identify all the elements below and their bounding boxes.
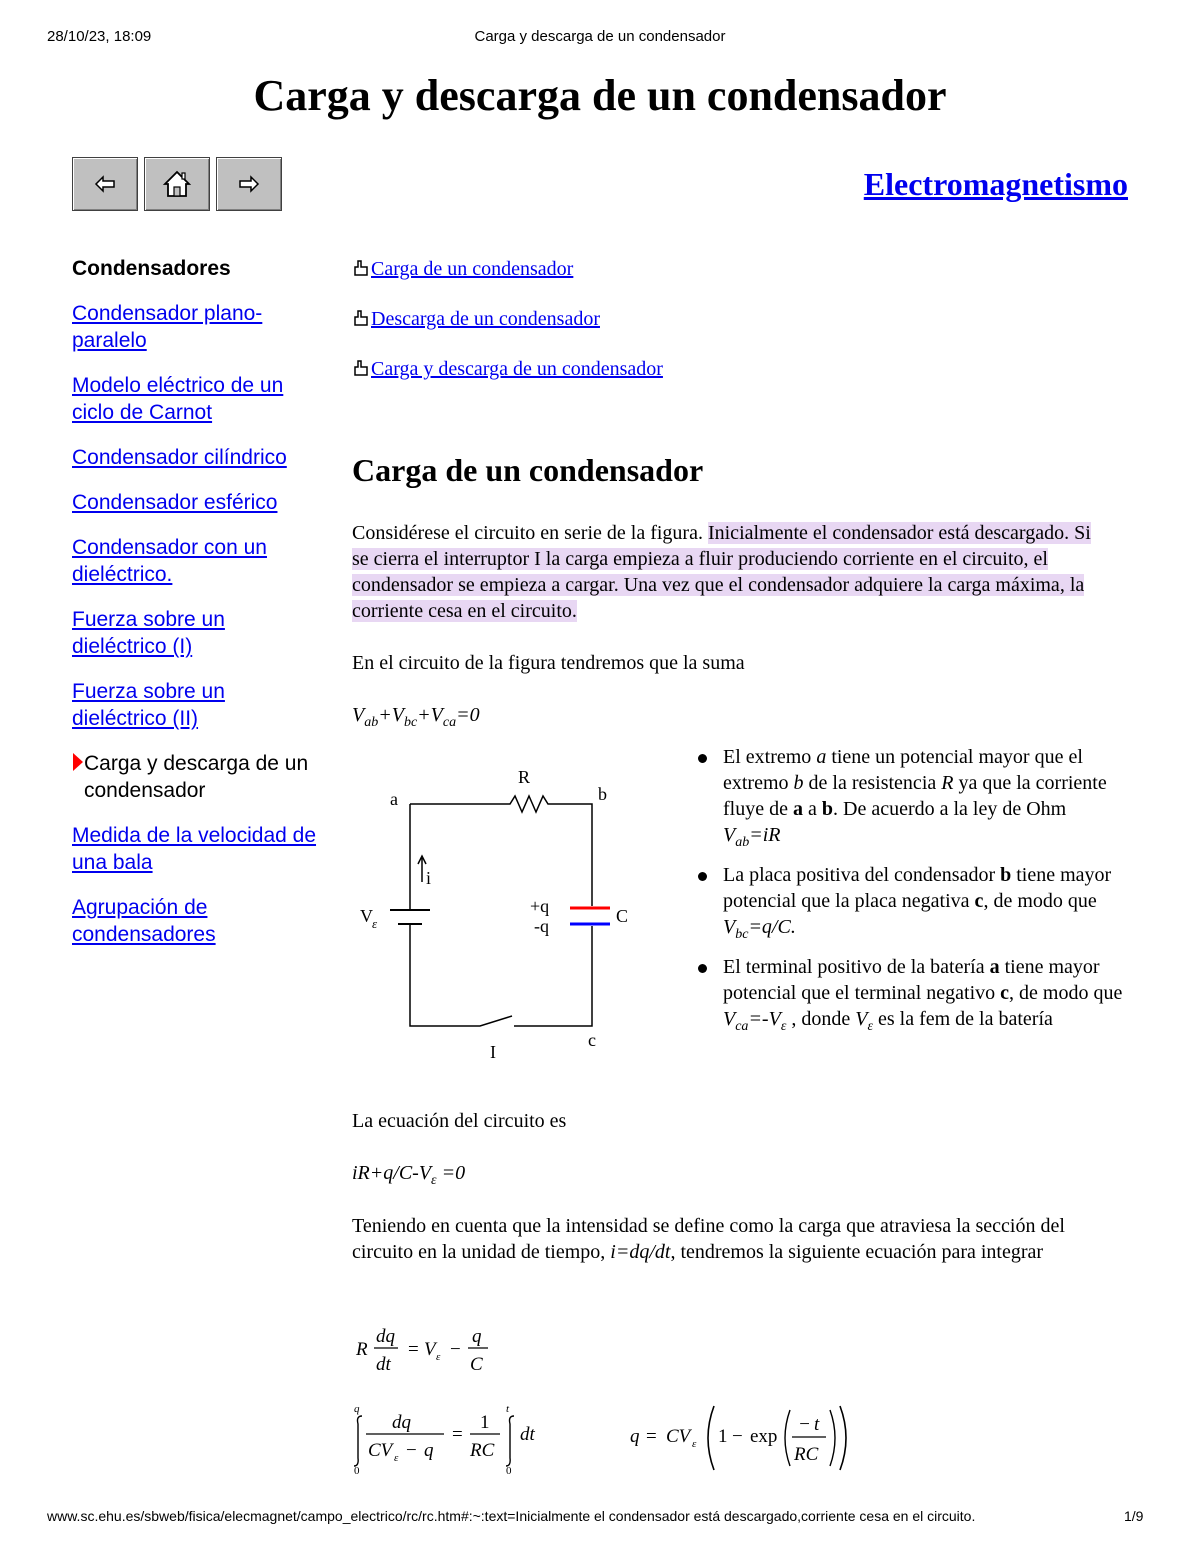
sidebar-item-condensador-cilindrico[interactable]: Condensador cilíndrico	[72, 446, 287, 469]
intro-text: Considérese el circuito en serie de la figura.	[352, 522, 708, 544]
toc-item[interactable]	[352, 308, 600, 331]
page-number: 1/9	[1124, 1508, 1144, 1524]
sidebar-item-condensador-esferico[interactable]: Condensador esférico	[72, 491, 278, 514]
label-b: b	[598, 784, 607, 804]
home-button[interactable]	[144, 157, 210, 211]
svg-text:=: =	[408, 1339, 419, 1360]
page-title: Carga y descarga de un condensador	[253, 71, 947, 120]
label-eps: ε	[372, 916, 378, 931]
svg-text:q: q	[630, 1426, 640, 1447]
svg-text:−: −	[732, 1426, 743, 1447]
toc-link-descarga[interactable]: Descarga de un condensador	[371, 308, 600, 330]
svg-text:CV: CV	[368, 1440, 393, 1461]
svg-text:dq: dq	[392, 1412, 411, 1433]
svg-text:=: =	[646, 1426, 657, 1447]
svg-text:q: q	[354, 1403, 360, 1415]
print-datetime: 28/10/23, 18:09	[47, 28, 152, 45]
label-R: R	[518, 767, 531, 787]
label-i: i	[426, 868, 432, 888]
pointing-hand-icon	[352, 309, 370, 327]
sum-text: En el circuito de la figura tendremos que la suma	[352, 652, 745, 674]
list-item: El terminal positivo de la batería a tiene mayor potencial que el terminal negativo c, de modo que $V_{ca}=-V_\varepsilon$ , donde $V_\varepsilon$ es la fem de la batería	[698, 954, 1128, 1040]
svg-text:1: 1	[718, 1426, 728, 1447]
svg-text:CV: CV	[666, 1426, 691, 1447]
toc-item[interactable]	[352, 358, 663, 381]
circuit-equation: $iR+q/C-V_\varepsilon =0$	[352, 1162, 466, 1188]
prev-button[interactable]	[72, 157, 138, 211]
differential-equation	[354, 1320, 504, 1386]
sidebar-item-velocidad-bala[interactable]: Medida de la velocidad de una bala	[72, 824, 317, 874]
home-icon	[162, 169, 192, 199]
sidebar-item-fuerza-dielectrico-1[interactable]: Fuerza sobre un dieléctrico (I)	[72, 608, 225, 658]
sidebar-item-current	[72, 750, 322, 804]
next-button[interactable]	[216, 157, 282, 211]
svg-text:dt: dt	[376, 1354, 391, 1375]
rc-circuit-diagram	[352, 760, 652, 1070]
pointing-hand-icon	[352, 359, 370, 377]
current-marker-icon	[72, 752, 84, 772]
toc-item[interactable]	[352, 258, 573, 281]
intro-paragraph	[352, 520, 1112, 624]
svg-text:exp: exp	[750, 1426, 778, 1447]
svg-text:0: 0	[506, 1465, 512, 1475]
label-I: I	[490, 1042, 496, 1062]
label-C: C	[616, 906, 629, 926]
svg-text:−: −	[450, 1339, 461, 1360]
svg-text:−: −	[798, 1414, 811, 1435]
list-item: La placa positiva del condensador b tiene mayor potencial que la placa negativa c, de modo que $V_{bc}=q/C$.	[698, 862, 1128, 948]
svg-text:R: R	[356, 1339, 368, 1360]
label-a: a	[390, 789, 398, 809]
svg-text:V: V	[424, 1339, 436, 1360]
label-V: V	[360, 906, 373, 926]
svg-text:=: =	[452, 1424, 463, 1445]
highlighted-text: Inicialmente el condensador está descargado. Si se cierra el interruptor I la carga empieza a fluir produciendo corriente en el circuito, el condensador se empieza a cargar. Una vez que el condensador adquiere la carga máxima, la corriente cesa en el circuito.	[352, 522, 1091, 622]
integrate-paragraph: Teniendo en cuenta que la intensidad se define como la carga que atraviesa la sección del circuito en la unidad de tiempo, i=dq/dt, tendremos la siguiente ecuación para integrar	[352, 1215, 1065, 1263]
svg-text:ε: ε	[436, 1351, 441, 1363]
svg-text:q: q	[472, 1326, 482, 1347]
svg-text:0: 0	[354, 1465, 360, 1475]
toc-link-carga[interactable]: Carga de un condensador	[371, 258, 574, 280]
label-plus-q: +q	[530, 896, 550, 916]
label-minus-q: -q	[534, 916, 549, 936]
electromagnetismo-link[interactable]: Electromagnetismo	[863, 166, 1128, 202]
print-doc-title: Carga y descarga de un condensador	[474, 28, 726, 45]
equation-text: La ecuación del circuito es	[352, 1110, 567, 1132]
sidebar-item-fuerza-dielectrico-2[interactable]: Fuerza sobre un dieléctrico (II)	[72, 680, 225, 730]
sidebar	[72, 255, 322, 966]
sidebar-item-modelo-electrico-carnot[interactable]: Modelo eléctrico de un ciclo de Carnot	[72, 374, 284, 424]
svg-text:t: t	[814, 1414, 820, 1435]
svg-text:ε: ε	[692, 1438, 697, 1450]
bullet-list	[698, 744, 1128, 1046]
svg-text:dt: dt	[520, 1424, 535, 1445]
integral-equation	[352, 1400, 552, 1480]
sidebar-item-current-label: Carga y descarga de un condensador	[84, 752, 309, 802]
svg-text:q: q	[424, 1440, 434, 1461]
svg-text:RC: RC	[794, 1444, 819, 1465]
toc-link-carga-descarga[interactable]: Carga y descarga de un condensador	[371, 358, 663, 380]
kirchhoff-equation: $V_{ab}+V_{bc}+V_{ca}=0$	[352, 704, 480, 730]
section-heading: Carga de un condensador	[352, 452, 704, 488]
svg-text:RC: RC	[470, 1440, 495, 1461]
pointing-hand-icon	[352, 259, 370, 277]
solution-equation	[628, 1400, 858, 1480]
svg-text:1: 1	[480, 1412, 490, 1433]
svg-text:t: t	[506, 1403, 510, 1415]
svg-text:ε: ε	[394, 1452, 399, 1464]
arrow-right-icon	[238, 175, 260, 193]
sidebar-item-condensador-dielectrico[interactable]: Condensador con un dieléctrico.	[72, 536, 267, 586]
arrow-left-icon	[94, 175, 116, 193]
svg-text:−: −	[406, 1440, 417, 1461]
sidebar-item-condensador-plano-paralelo[interactable]: Condensador plano-paralelo	[72, 302, 263, 352]
label-c: c	[588, 1030, 596, 1050]
print-url: www.sc.ehu.es/sbweb/fisica/elecmagnet/campo_electrico/rc/rc.htm#:~:text=Inicialmente el condensador está descargado,corriente cesa en el circuito.	[47, 1508, 976, 1524]
sidebar-heading: Condensadores	[72, 257, 231, 280]
sidebar-item-agrupacion[interactable]: Agrupación de condensadores	[72, 896, 216, 946]
list-item: El extremo a tiene un potencial mayor que el extremo b de la resistencia R ya que la corriente fluye de a a b. De acuerdo a la ley de Ohm $V_{ab}=iR$	[698, 744, 1128, 856]
svg-text:C: C	[470, 1354, 483, 1375]
svg-text:dq: dq	[376, 1326, 395, 1347]
